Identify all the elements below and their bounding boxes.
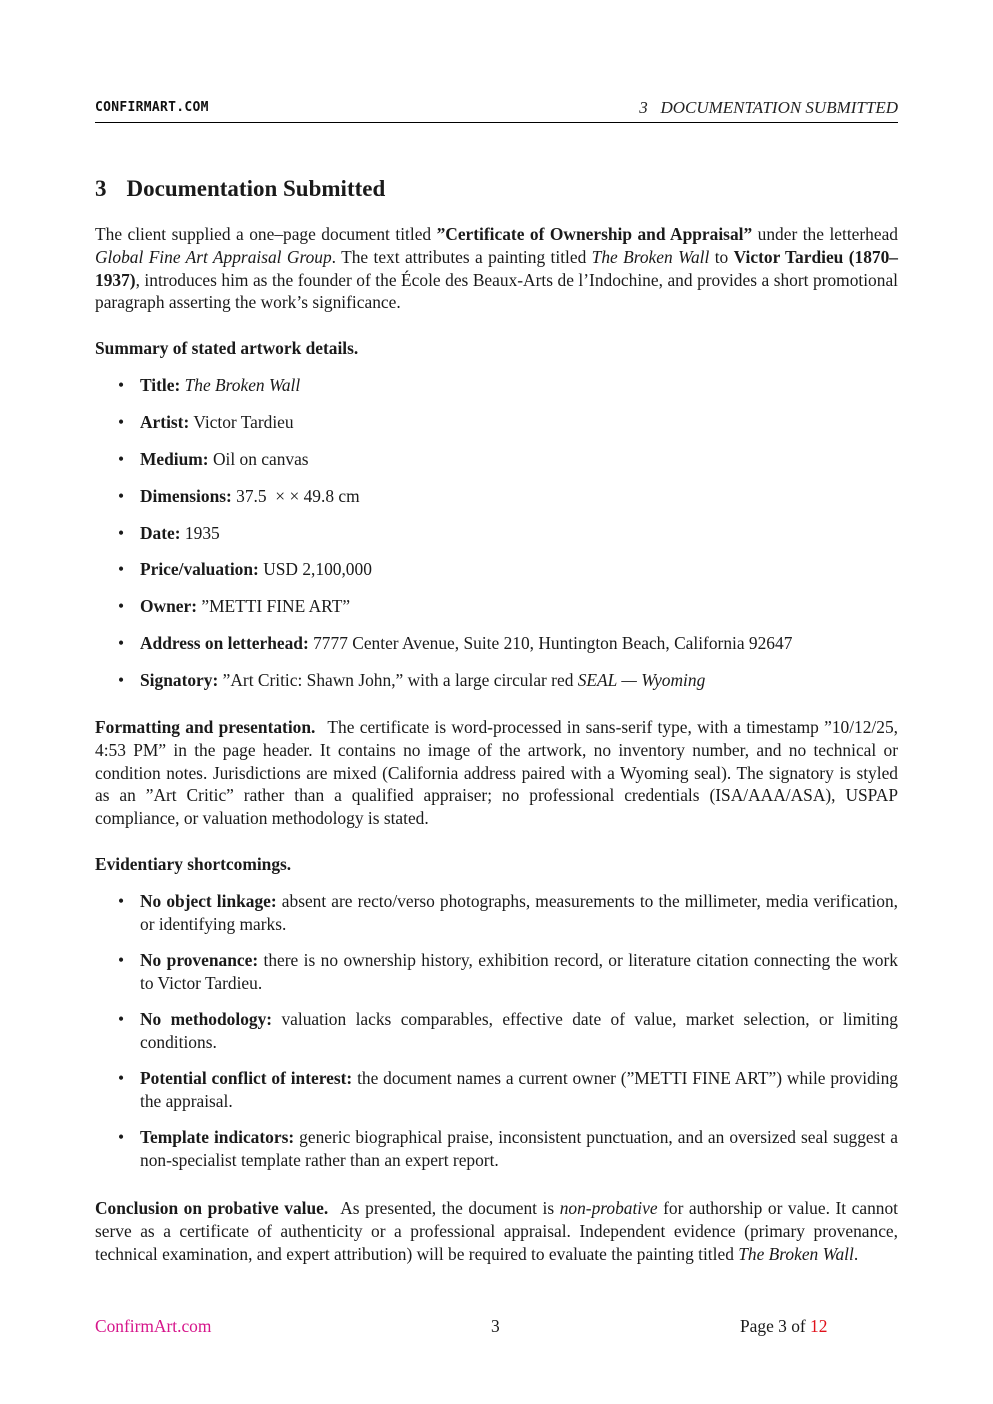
list-item <box>95 595 898 618</box>
list-item <box>95 448 898 471</box>
conclusion-heading: Conclusion on probative value. <box>95 1198 329 1218</box>
item-label: Artist: <box>140 411 190 432</box>
item-value: Oil on canvas <box>212 448 309 469</box>
list-item <box>95 890 898 936</box>
item-value-italic: SEAL — Wyoming <box>577 670 706 691</box>
list-item <box>95 1126 898 1172</box>
intro-text: . The text attributes a painting titled <box>331 246 592 267</box>
site-logo: CONFIRMART.COM <box>95 100 209 115</box>
item-label: Potential conflict of interest: <box>140 1067 353 1088</box>
intro-text: to <box>709 246 734 267</box>
list-item <box>95 1067 898 1113</box>
summary-heading: Summary of stated artwork details. <box>95 338 359 358</box>
item-value: 1935 <box>184 522 220 543</box>
item-label: No methodology: <box>140 1008 273 1029</box>
item-text: the document names a current owner (”METTI FINE ART”) while providing the appraisal. <box>140 1067 898 1111</box>
item-text: generic biographical praise, inconsistent punctuation, and an oversized seal suggest a non-specialist template rather than an expert report. <box>140 1126 898 1170</box>
summary-list <box>95 374 898 706</box>
page-prefix: Page 3 of <box>740 1316 811 1336</box>
item-value: ”Art Critic: Shawn John,” with a large circular red <box>222 670 578 691</box>
item-label: Signatory: <box>140 670 219 691</box>
list-item <box>95 1008 898 1054</box>
list-item <box>95 522 898 545</box>
conclusion-paragraph <box>95 1197 898 1265</box>
item-label: Title: <box>140 375 181 395</box>
item-label: Address on letterhead: <box>140 633 309 654</box>
item-value: 37.5 × × 49.8 cm <box>236 485 360 506</box>
footer-page-number: 3 <box>491 1316 500 1336</box>
intro-text: under the letterhead <box>752 224 898 244</box>
item-value: ”METTI FINE ART” <box>201 596 351 617</box>
footer-page-count <box>740 1316 827 1337</box>
total-pages-link[interactable]: 12 <box>810 1316 828 1336</box>
item-value: The Broken Wall <box>184 375 301 395</box>
section-title: Documentation Submitted <box>126 176 386 201</box>
item-label: Medium: <box>140 448 209 469</box>
item-label: Owner: <box>140 596 197 617</box>
list-item <box>95 558 898 581</box>
intro-paragraph <box>95 223 898 314</box>
intro-text: , introduces him as the founder of the École des Beaux-Arts de l’Indochine, and provides a short promotional paragraph asserting the work’s significance. <box>95 269 898 313</box>
intro-text: The client supplied a one–page document titled <box>95 224 437 244</box>
item-text: there is no ownership history, exhibition record, or literature citation connecting the work to Victor Tardieu. <box>140 949 898 993</box>
formatting-heading: Formatting and presentation. <box>95 717 316 737</box>
section-heading <box>95 176 385 202</box>
item-label: No object linkage: <box>140 891 277 911</box>
item-label: Date: <box>140 522 181 543</box>
section-number: 3 <box>95 176 107 201</box>
painting-title: The Broken Wall <box>591 246 710 267</box>
evidentiary-list <box>95 890 898 1185</box>
letterhead-name: Global Fine Art Appraisal Group <box>95 246 332 267</box>
page-header <box>95 98 898 123</box>
artist-name: Victor Tardieu (1870–1937) <box>95 246 899 290</box>
list-item <box>95 485 898 508</box>
list-item <box>95 374 898 397</box>
list-item <box>95 669 898 692</box>
painting-title: The Broken Wall <box>738 1243 854 1264</box>
doc-title: ”Certificate of Ownership and Appraisal” <box>436 224 753 244</box>
formatting-paragraph <box>95 716 898 830</box>
item-value: Victor Tardieu <box>193 411 294 432</box>
item-label: No provenance: <box>140 949 259 970</box>
item-label: Dimensions: <box>140 485 232 506</box>
item-label: Price/valuation: <box>140 559 259 580</box>
conclusion-text: As presented, the document is <box>340 1198 560 1218</box>
list-item <box>95 949 898 995</box>
item-label: Template indicators: <box>140 1126 295 1147</box>
list-item <box>95 411 898 434</box>
item-value: 7777 Center Avenue, Suite 210, Huntington Beach, California 92647 <box>313 633 793 654</box>
conclusion-text: for authorship or value. It cannot serve as a certificate of authenticity or a professional appraisal. Independent evidence (primary provenance, technical examination, and expert attribution) will be required to evaluate the painting titled <box>95 1198 898 1264</box>
conclusion-emphasis: non-probative <box>559 1198 658 1218</box>
formatting-text: The certificate is word-processed in sans-serif type, with a timestamp ”10/12/25, 4:53 PM” in the page header. It contains no image of the artwork, no inventory number, and no technical or condition notes. Jurisdictions are mixed (California address paired with a Wyoming seal). The signatory is styled as an ”Art Critic” rather than a qualified appraiser; no professional credentials (ISA/AAA/ASA), USPAP compliance, or valuation methodology is stated. <box>95 717 898 829</box>
item-text: valuation lacks comparables, effective date of value, market selection, or limiting conditions. <box>140 1008 898 1052</box>
running-title: 3 DOCUMENTATION SUBMITTED <box>639 98 898 117</box>
item-value: USD 2,100,000 <box>263 559 372 580</box>
list-item <box>95 632 898 655</box>
page-footer <box>95 1316 898 1340</box>
evidentiary-heading: Evidentiary shortcomings. <box>95 854 292 874</box>
footer-site-link[interactable]: ConfirmArt.com <box>95 1316 212 1336</box>
conclusion-text: . <box>853 1243 859 1264</box>
item-text: absent are recto/verso photographs, measurements to the millimeter, media verification, or identifying marks. <box>140 891 898 934</box>
